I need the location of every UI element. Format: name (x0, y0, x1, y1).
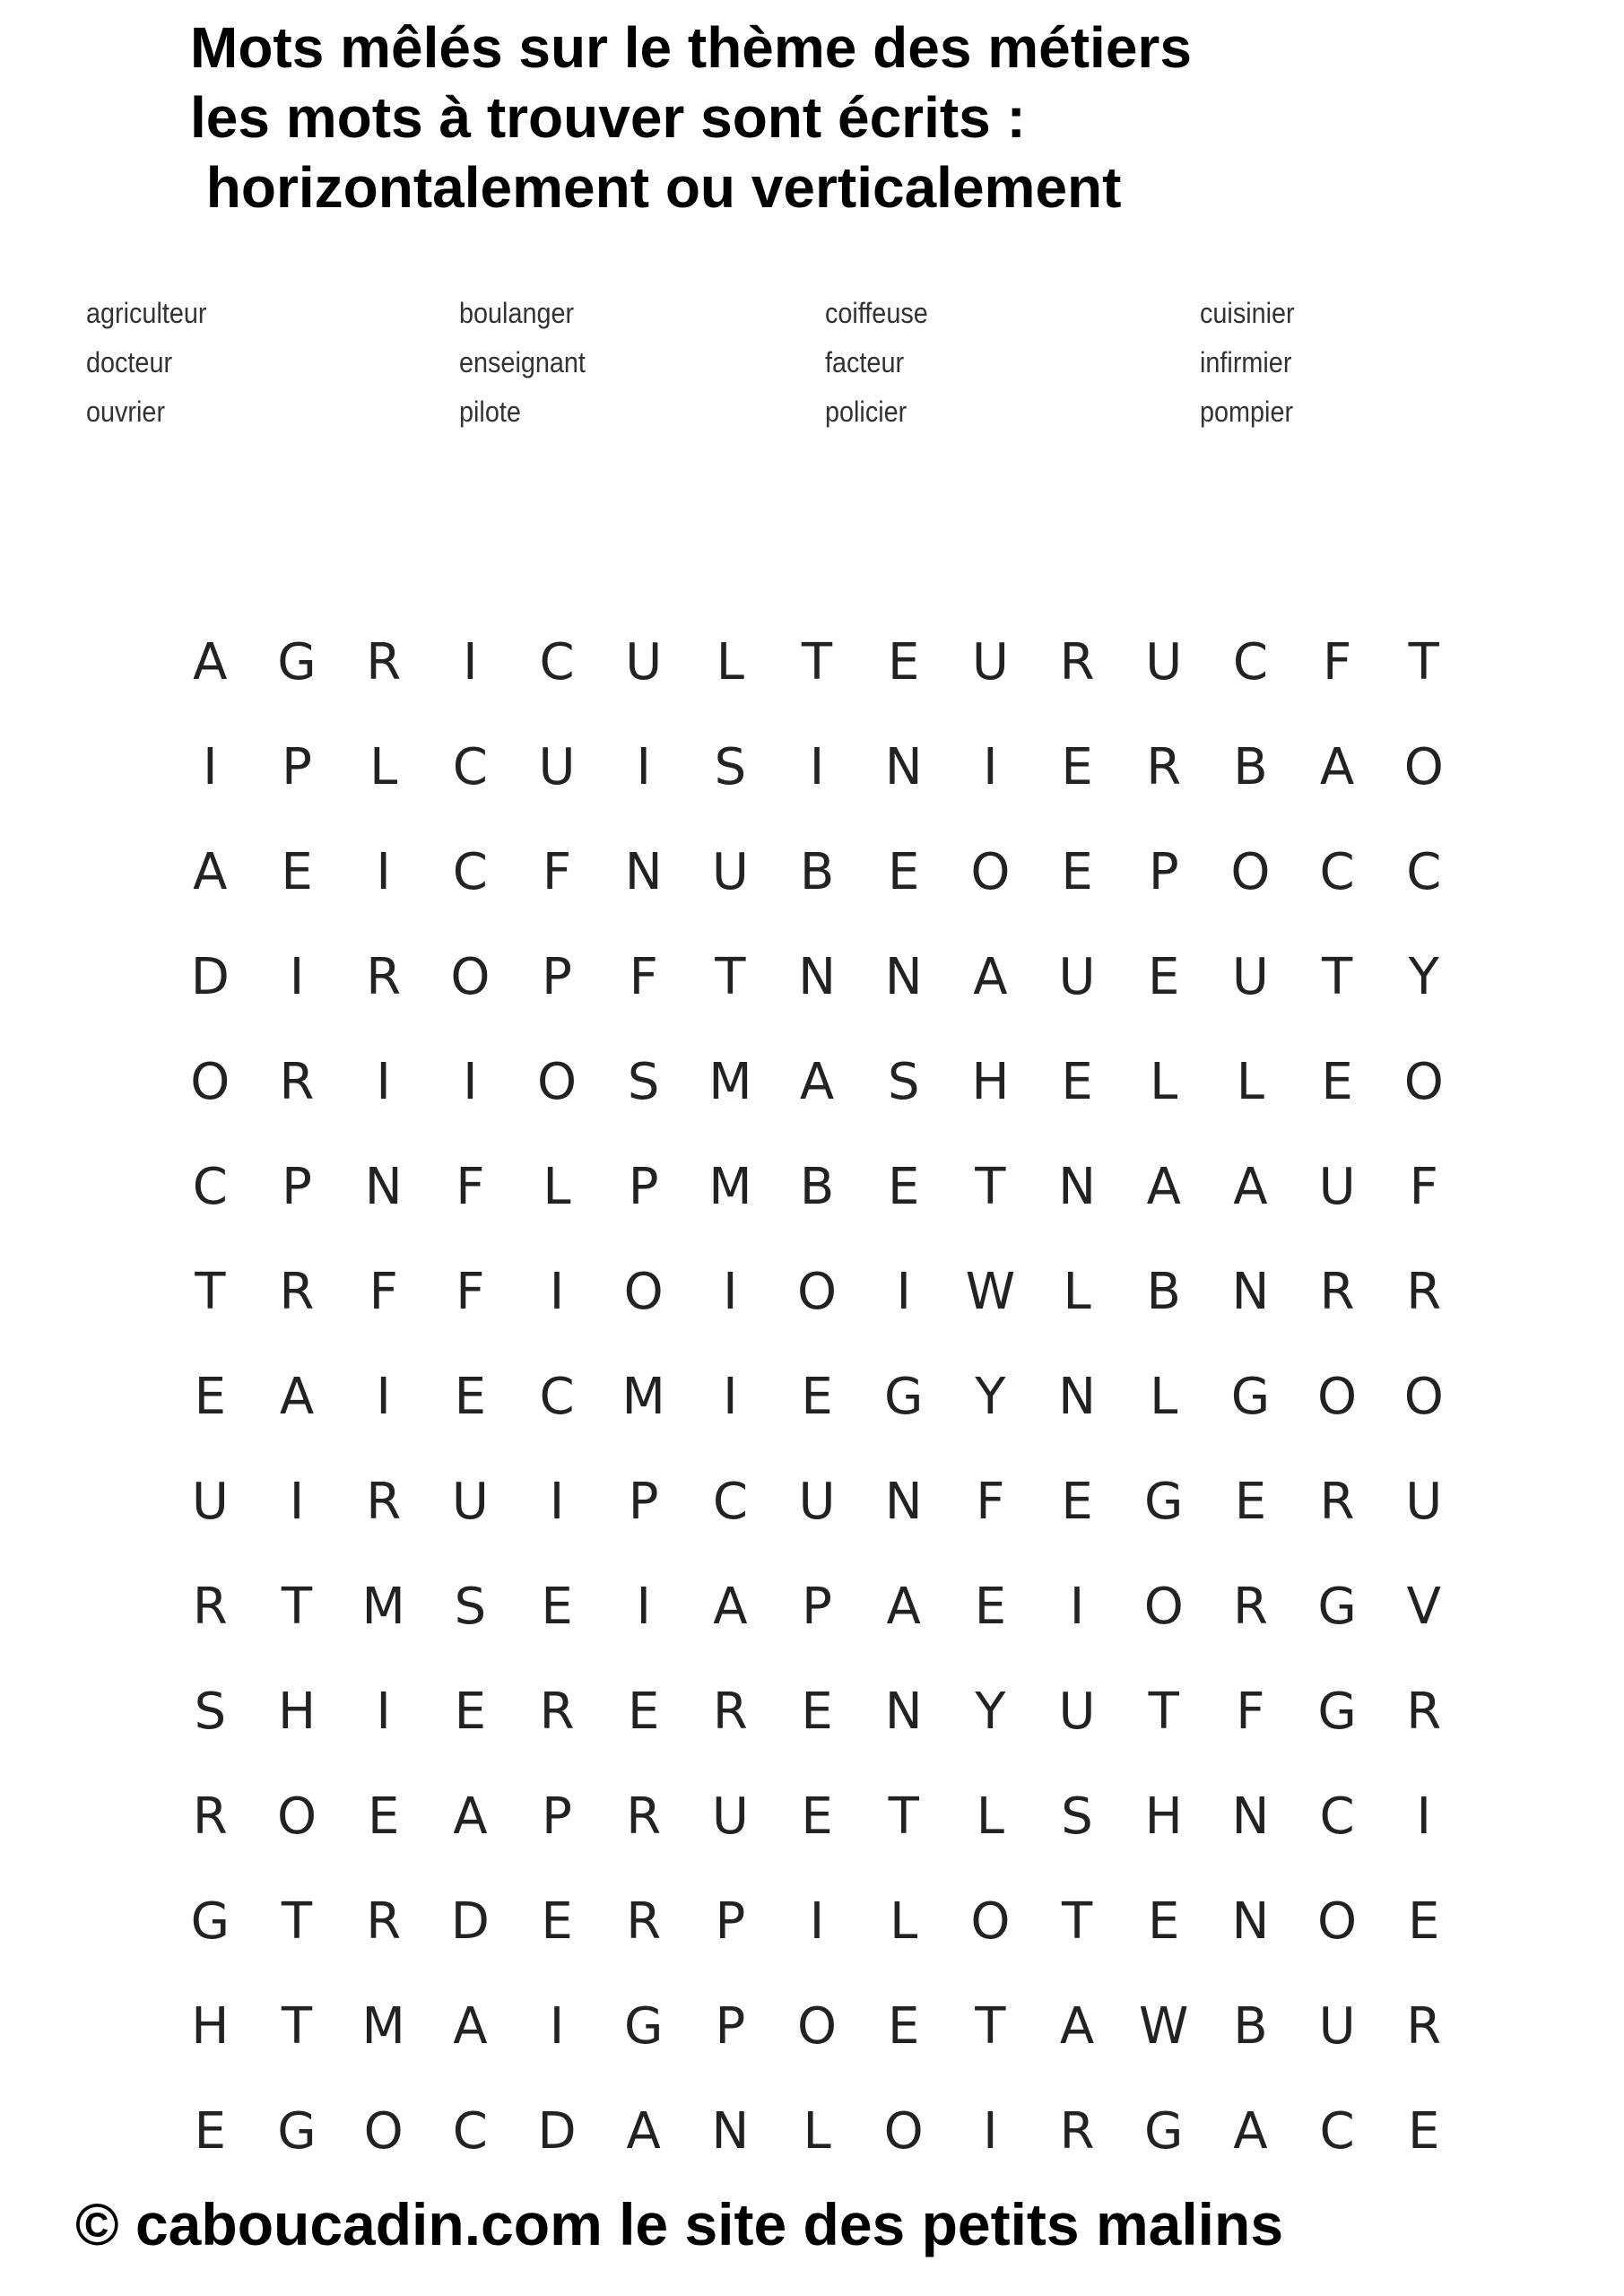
grid-cell: R (192, 1787, 228, 1846)
grid-cell: P (282, 1158, 312, 1216)
grid-cell: P (715, 1892, 746, 1951)
grid-cell: E (628, 1683, 660, 1741)
grid-cell: N (884, 1473, 923, 1531)
grid-cell: O (1403, 738, 1444, 796)
grid-cell: U (1318, 1997, 1356, 2056)
grid-cell: F (1322, 633, 1352, 691)
grid-cell: R (1146, 738, 1182, 796)
grid-cell: I (896, 1263, 911, 1321)
grid-cell: A (1319, 738, 1355, 796)
grid-cell: R (626, 1892, 662, 1951)
grid-cell: L (1236, 1053, 1264, 1111)
grid-cell: U (798, 1473, 836, 1531)
grid-cell: U (1318, 1158, 1356, 1216)
grid-cell: R (279, 1263, 315, 1321)
grid-cell: O (883, 2102, 924, 2161)
grid-cell: C (452, 2102, 488, 2161)
grid-cell: I (203, 738, 218, 796)
grid-cell: C (1232, 633, 1268, 691)
grid-cell: A (1233, 1158, 1268, 1216)
grid-cell: T (1408, 633, 1439, 691)
title-line-2: les mots à trouver sont écrits : (190, 85, 1026, 150)
grid-cell: T (801, 633, 833, 691)
grid-row (167, 610, 1467, 715)
word-list-column-3 (825, 289, 940, 437)
grid-cell: R (1406, 1263, 1442, 1321)
grid-cell: A (193, 843, 228, 901)
grid-cell: E (194, 2102, 227, 2161)
grid-cell: E (281, 843, 313, 901)
grid-cell: E (1061, 738, 1093, 796)
grid-cell: N (624, 843, 663, 901)
grid-cell: W (1139, 1997, 1189, 2056)
grid-cell: L (1150, 1053, 1178, 1111)
grid-cell: E (454, 1683, 487, 1741)
grid-cell: P (282, 738, 312, 796)
grid-cell: I (549, 1473, 565, 1531)
grid-cell: R (1059, 2102, 1095, 2161)
grid-cell: P (628, 1158, 659, 1216)
grid-cell: O (536, 1053, 578, 1111)
grid-cell: E (888, 1997, 920, 2056)
grid-cell: A (626, 2102, 661, 2161)
grid-cell: U (1405, 1473, 1443, 1531)
grid-cell: I (723, 1263, 738, 1321)
grid-row (167, 1030, 1467, 1135)
grid-row (167, 1239, 1467, 1344)
word-item: policier (825, 396, 908, 428)
word-item: pilote (459, 396, 521, 428)
grid-cell: P (542, 1787, 572, 1846)
grid-cell: B (799, 1158, 835, 1216)
grid-cell: O (623, 1263, 664, 1321)
grid-cell: F (1236, 1683, 1265, 1741)
word-list-column-4 (1200, 289, 1305, 437)
grid-cell: I (636, 738, 651, 796)
grid-cell: V (1406, 1578, 1441, 1636)
grid-cell: N (1058, 1158, 1096, 1216)
grid-row (167, 1974, 1467, 2079)
grid-row (167, 1764, 1467, 1869)
grid-cell: A (713, 1578, 748, 1636)
grid-cell: O (363, 2102, 404, 2161)
word-item: coiffeuse (825, 297, 928, 329)
grid-cell: I (723, 1368, 738, 1426)
grid-cell: C (452, 843, 488, 901)
grid-cell: E (1061, 843, 1093, 901)
grid-cell: R (366, 1473, 402, 1531)
grid-cell: N (798, 948, 836, 1006)
word-item: facteur (825, 346, 905, 378)
grid-cell: U (538, 738, 576, 796)
grid-cell: N (1231, 1787, 1270, 1846)
grid-cell: O (1143, 1578, 1184, 1636)
grid-cell: A (799, 1053, 835, 1111)
word-item: enseignant (459, 346, 586, 378)
word-item: docteur (86, 346, 173, 378)
grid-cell: F (456, 1263, 485, 1321)
grid-cell: T (281, 1892, 313, 1951)
grid-cell: Y (1408, 948, 1439, 1006)
grid-cell: U (191, 1473, 229, 1531)
grid-cell: T (888, 1787, 919, 1846)
grid-cell: G (884, 1368, 924, 1426)
grid-cell: D (190, 948, 230, 1006)
grid-cell: T (1148, 1683, 1179, 1741)
grid-cell: A (279, 1368, 315, 1426)
grid-cell: U (1058, 948, 1096, 1006)
grid-cell: N (1231, 1263, 1270, 1321)
grid-row (167, 925, 1467, 1030)
grid-cell: E (888, 1158, 920, 1216)
grid-cell: S (194, 1683, 227, 1741)
page-title (190, 13, 1535, 222)
word-list (86, 289, 1539, 450)
grid-cell: G (1144, 2102, 1184, 2161)
grid-cell: G (1144, 1473, 1184, 1531)
grid-cell: O (1403, 1368, 1444, 1426)
grid-cell: U (971, 633, 1009, 691)
grid-cell: L (369, 738, 398, 796)
grid-cell: R (366, 948, 402, 1006)
grid-cell: A (453, 1997, 488, 2056)
grid-cell: F (629, 948, 658, 1006)
grid-cell: N (1231, 1892, 1270, 1951)
grid-cell: E (1148, 948, 1180, 1006)
grid-cell: B (799, 843, 835, 901)
grid-cell: M (708, 1158, 752, 1216)
grid-cell: L (803, 2102, 831, 2161)
grid-cell: O (970, 843, 1011, 901)
grid-cell: M (361, 1578, 405, 1636)
grid-cell: E (454, 1368, 487, 1426)
grid-cell: C (192, 1158, 228, 1216)
grid-cell: T (281, 1578, 313, 1636)
grid-cell: I (983, 738, 998, 796)
grid-cell: P (802, 1578, 832, 1636)
word-item: pompier (1200, 396, 1294, 428)
grid-cell: O (1403, 1053, 1444, 1111)
grid-cell: P (715, 1997, 746, 2056)
grid-cell: L (1150, 1368, 1178, 1426)
grid-cell: O (797, 1997, 838, 2056)
grid-cell: F (456, 1158, 485, 1216)
grid-cell: S (887, 1053, 920, 1111)
grid-cell: G (277, 2102, 317, 2161)
grid-cell: H (277, 1683, 317, 1741)
grid-cell: E (801, 1368, 833, 1426)
word-item: cuisinier (1200, 297, 1295, 329)
grid-cell: Y (975, 1683, 1006, 1741)
grid-cell: T (975, 1997, 1006, 2056)
grid-cell: R (1059, 633, 1095, 691)
grid-cell: A (193, 633, 228, 691)
grid-cell: E (541, 1892, 573, 1951)
grid-cell: G (277, 633, 317, 691)
word-item: agriculteur (86, 297, 207, 329)
grid-cell: O (1317, 1368, 1358, 1426)
grid-cell: E (801, 1683, 833, 1741)
grid-cell: W (965, 1263, 1016, 1321)
grid-cell: H (971, 1053, 1010, 1111)
grid-cell: U (711, 1787, 749, 1846)
grid-cell: A (453, 1787, 488, 1846)
grid-cell: A (1233, 2102, 1268, 2161)
grid-cell: F (542, 843, 572, 901)
grid-cell: C (1406, 843, 1442, 901)
grid-row (167, 1869, 1467, 1974)
grid-cell: E (1408, 1892, 1440, 1951)
grid-cell: G (1317, 1578, 1357, 1636)
word-list-column-1 (86, 289, 220, 437)
grid-cell: E (1408, 2102, 1440, 2161)
grid-cell: C (1319, 843, 1355, 901)
grid-cell: L (543, 1158, 571, 1216)
grid-cell: I (549, 1997, 565, 2056)
grid-cell: F (1409, 1158, 1438, 1216)
grid-row (167, 1135, 1467, 1239)
grid-row (167, 2079, 1467, 2184)
grid-cell: P (628, 1473, 659, 1531)
grid-cell: E (1061, 1053, 1093, 1111)
grid-cell: B (1233, 1997, 1268, 2056)
grid-cell: C (1319, 1787, 1355, 1846)
grid-cell: C (539, 633, 575, 691)
grid-cell: N (884, 948, 923, 1006)
grid-cell: O (1230, 843, 1271, 901)
grid-cell: I (636, 1578, 651, 1636)
grid-cell: P (1148, 843, 1179, 901)
grid-cell: N (711, 2102, 750, 2161)
grid-cell: C (452, 738, 488, 796)
word-item: infirmier (1200, 346, 1292, 378)
grid-cell: I (1416, 1787, 1431, 1846)
grid-cell: O (797, 1263, 838, 1321)
grid-cell: T (281, 1997, 313, 2056)
grid-cell: I (376, 1368, 391, 1426)
grid-cell: L (716, 633, 744, 691)
word-item: boulanger (459, 297, 575, 329)
letter-grid (167, 610, 1467, 2184)
grid-row (167, 1449, 1467, 1554)
grid-cell: Y (975, 1368, 1006, 1426)
grid-cell: R (279, 1053, 315, 1111)
word-list-column-2 (459, 289, 600, 437)
grid-cell: R (1406, 1683, 1442, 1741)
grid-cell: B (1233, 738, 1268, 796)
grid-row (167, 1344, 1467, 1449)
grid-row (167, 1659, 1467, 1764)
grid-cell: E (888, 843, 920, 901)
grid-cell: C (539, 1368, 575, 1426)
grid-cell: U (1058, 1683, 1096, 1741)
grid-cell: H (1144, 1787, 1183, 1846)
grid-cell: O (1317, 1892, 1358, 1951)
grid-cell: A (1059, 1997, 1095, 2056)
grid-cell: M (621, 1368, 665, 1426)
grid-cell: I (376, 1053, 391, 1111)
grid-cell: I (289, 1473, 305, 1531)
grid-cell: I (809, 1892, 825, 1951)
grid-cell: I (376, 1683, 391, 1741)
grid-cell: S (627, 1053, 660, 1111)
grid-cell: O (276, 1787, 317, 1846)
grid-row (167, 1554, 1467, 1659)
grid-cell: E (541, 1578, 573, 1636)
grid-cell: T (715, 948, 746, 1006)
grid-cell: R (539, 1683, 575, 1741)
grid-cell: E (801, 1787, 833, 1846)
grid-cell: C (712, 1473, 748, 1531)
grid-cell: I (289, 948, 305, 1006)
grid-cell: E (1061, 1473, 1093, 1531)
grid-cell: I (376, 843, 391, 901)
grid-cell: I (549, 1263, 565, 1321)
grid-cell: I (463, 1053, 478, 1111)
word-item: ouvrier (86, 396, 166, 428)
grid-cell: N (884, 1683, 923, 1741)
grid-cell: U (1231, 948, 1269, 1006)
grid-cell: E (367, 1787, 400, 1846)
grid-cell: A (1146, 1158, 1181, 1216)
grid-cell: R (1319, 1263, 1355, 1321)
grid-cell: T (975, 1158, 1006, 1216)
grid-cell: H (191, 1997, 230, 2056)
grid-cell: N (364, 1158, 403, 1216)
grid-cell: T (1061, 1892, 1093, 1951)
grid-cell: M (361, 1997, 405, 2056)
title-line-3: horizontalement ou verticalement (190, 155, 1122, 220)
grid-cell: L (890, 1892, 918, 1951)
grid-cell: M (708, 1053, 752, 1111)
grid-cell: N (884, 738, 923, 796)
grid-cell: O (450, 948, 491, 1006)
grid-cell: R (366, 633, 402, 691)
grid-cell: R (712, 1683, 748, 1741)
grid-cell: S (1061, 1787, 1093, 1846)
grid-row (167, 820, 1467, 925)
grid-cell: E (1234, 1473, 1267, 1531)
grid-cell: S (714, 738, 747, 796)
grid-cell: A (886, 1578, 921, 1636)
grid-cell: G (1317, 1683, 1357, 1741)
grid-cell: L (1063, 1263, 1091, 1321)
grid-cell: D (537, 2102, 577, 2161)
grid-cell: L (976, 1787, 1004, 1846)
grid-cell: E (1148, 1892, 1180, 1951)
grid-cell: E (888, 633, 920, 691)
grid-cell: G (190, 1892, 230, 1951)
grid-cell: U (451, 1473, 489, 1531)
grid-cell: G (623, 1997, 664, 2056)
grid-cell: B (1146, 1263, 1181, 1321)
grid-cell: U (1145, 633, 1183, 691)
grid-cell: I (1069, 1578, 1085, 1636)
grid-cell: S (454, 1578, 487, 1636)
grid-cell: O (190, 1053, 230, 1111)
grid-cell: I (983, 2102, 998, 2161)
grid-cell: R (626, 1787, 662, 1846)
grid-cell: N (1058, 1368, 1096, 1426)
grid-cell: I (809, 738, 825, 796)
title-line-1: Mots mêlés sur le thème des métiers (190, 15, 1192, 80)
grid-cell: R (1232, 1578, 1268, 1636)
grid-cell: O (970, 1892, 1011, 1951)
grid-cell: U (625, 633, 663, 691)
grid-cell: R (1319, 1473, 1355, 1531)
grid-cell: E (974, 1578, 1007, 1636)
grid-cell: R (366, 1892, 402, 1951)
grid-cell: E (194, 1368, 227, 1426)
grid-cell: U (711, 843, 749, 901)
grid-row (167, 715, 1467, 820)
grid-cell: C (1319, 2102, 1355, 2161)
grid-cell: F (976, 1473, 1005, 1531)
grid-cell: F (369, 1263, 398, 1321)
grid-cell: P (542, 948, 572, 1006)
grid-cell: G (1230, 1368, 1271, 1426)
grid-cell: E (1321, 1053, 1353, 1111)
grid-cell: R (192, 1578, 228, 1636)
grid-cell: I (463, 633, 478, 691)
grid-cell: T (195, 1263, 226, 1321)
copyright-footer: © caboucadin.com le site des petits malins (75, 2191, 1284, 2257)
grid-cell: A (973, 948, 1008, 1006)
grid-cell: R (1406, 1997, 1442, 2056)
grid-cell: T (1321, 948, 1353, 1006)
grid-cell: D (450, 1892, 490, 1951)
